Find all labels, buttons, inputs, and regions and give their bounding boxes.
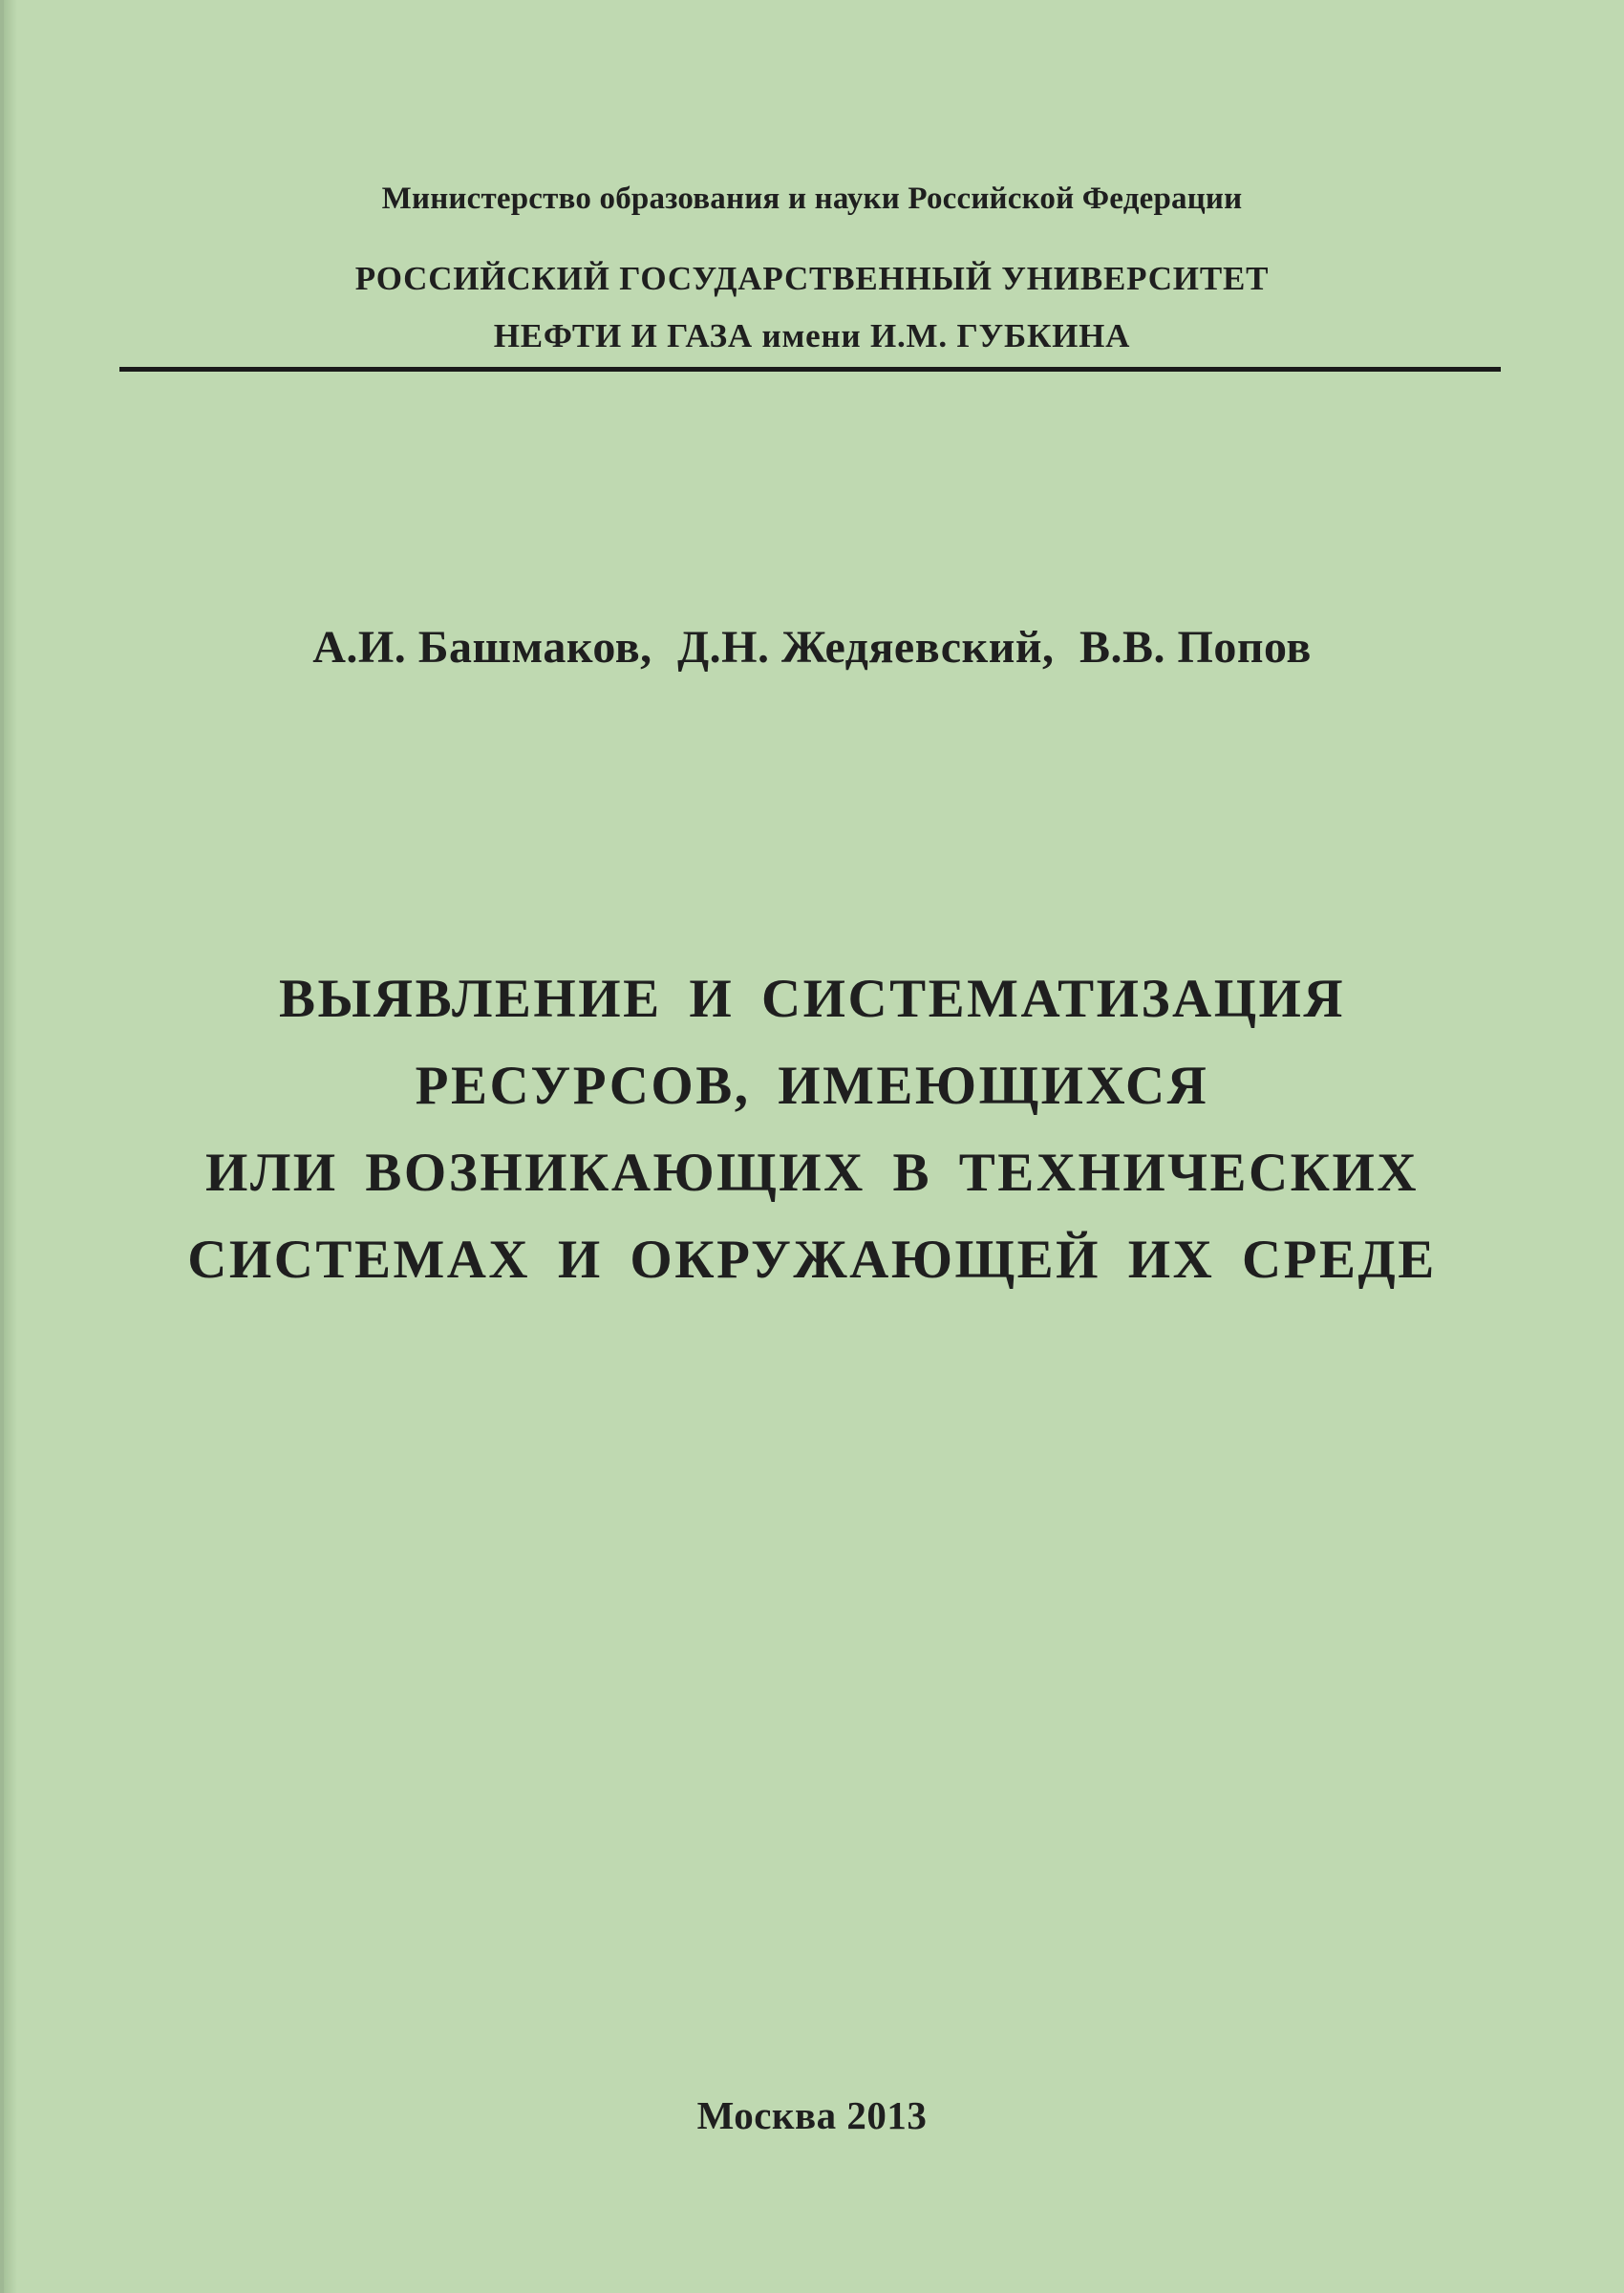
authors-line <box>0 621 1624 674</box>
title-line-3: ИЛИ ВОЗНИКАЮЩИХ В ТЕХНИЧЕСКИХ <box>204 1143 1419 1203</box>
title-line-4: СИСТЕМАХ И ОКРУЖАЮЩЕЙ ИХ СРЕДЕ <box>187 1230 1437 1290</box>
university-name-line-1: РОССИЙСКИЙ ГОСУДАРСТВЕННЫЙ УНИВЕРСИТЕТ <box>354 260 1270 297</box>
author-1: А.И. Башмаков, <box>312 622 652 673</box>
author-3: В.В. Попов <box>1079 622 1312 673</box>
ministry-name: Министерство образования и науки Российской Федерации <box>381 182 1243 216</box>
imprint-city-year: Москва 2013 <box>696 2093 928 2137</box>
university-name <box>0 250 1624 365</box>
header-divider <box>119 367 1501 372</box>
title-line-1: ВЫЯВЛЕНИЕ И СИСТЕМАТИЗАЦИЯ <box>278 969 1346 1029</box>
university-name-line-2: НЕФТИ И ГАЗА имени И.М. ГУБКИНА <box>493 317 1131 354</box>
title-line-2: РЕСУРСОВ, ИМЕЮЩИХСЯ <box>415 1056 1209 1116</box>
author-2: Д.Н. Жедяевский, <box>677 622 1055 673</box>
book-title <box>0 955 1624 1303</box>
